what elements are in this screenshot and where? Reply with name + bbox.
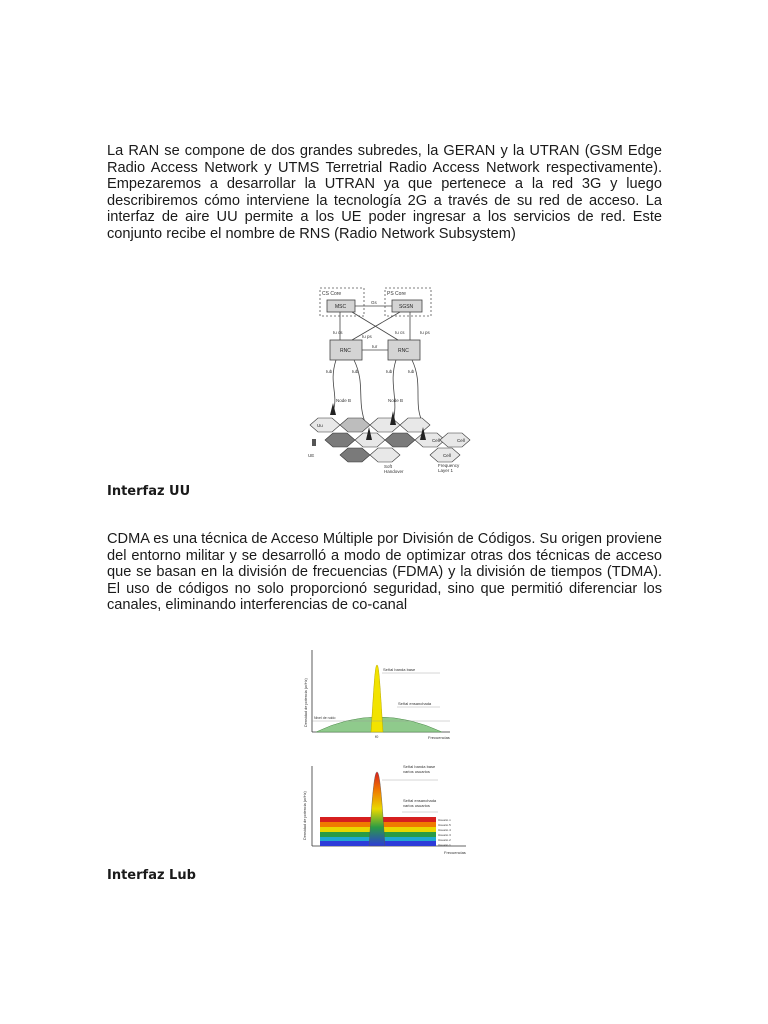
node-b-right-label: Node B: [388, 398, 404, 403]
spread-multi-label: Señal ensanchada varios usuarios: [403, 798, 437, 808]
msc-label: MSC: [335, 304, 347, 310]
utran-architecture-diagram: [300, 275, 480, 480]
cs-core-label: CS Core: [322, 291, 342, 297]
baseband-label: Señal banda base: [383, 667, 416, 672]
iu-ps-left-label: Iu ps: [362, 334, 372, 339]
spectrum-multi-svg: [298, 760, 480, 858]
noise-label: Nivel de ruido: [314, 716, 336, 720]
user-band-label: Usuario 5: [438, 823, 451, 827]
x-axis-label: Frecuencias: [444, 850, 466, 855]
iub-1-label: Iub: [326, 369, 333, 374]
iub-4-label: Iub: [408, 369, 415, 374]
iub-2-label: Iub: [352, 369, 359, 374]
node-b-left-label: Node B: [336, 398, 352, 403]
user-labels: [438, 818, 451, 847]
cell-3-label: Cell: [457, 438, 465, 443]
user-band-label: Usuario 2: [438, 838, 451, 842]
baseband-multi-label: Señal banda base varios usuarios: [403, 764, 436, 774]
cell-1-label: Cell: [432, 438, 440, 443]
utran-diagram-svg: [300, 275, 480, 480]
iub-3-label: Iub: [386, 369, 393, 374]
heading-interfaz-lub: Interfaz Lub: [107, 868, 196, 883]
soft-handover-text: Soft Handover: [384, 464, 404, 474]
spread-spectrum-single-user-figure: [300, 645, 465, 745]
spread-label: Señal ensanchada: [398, 701, 432, 706]
frequency-layer-label: Frequency Layer 1: [438, 463, 460, 473]
user-band-label: Usuario n: [438, 818, 451, 822]
spread-spectrum-multi-user-figure: [298, 760, 480, 858]
ue-label: UE: [308, 453, 315, 458]
f0-label: f0: [375, 734, 379, 739]
iu-cs-right-label: Iu cs: [395, 330, 405, 335]
user-band-label: Usuario 3: [438, 833, 451, 837]
iu-cs-left-label: Iu cs: [333, 330, 343, 335]
ue-phone-icon: [312, 439, 316, 446]
sgsn-label: SGSN: [399, 304, 414, 310]
x-axis-label: Frecuencias: [428, 735, 450, 740]
rnc-right-label: RNC: [398, 348, 409, 354]
y-axis-label: Densidad de potencia (w/Hz): [303, 791, 307, 840]
rnc-left-label: RNC: [340, 348, 351, 354]
user-band-label: Usuario 4: [438, 828, 451, 832]
spectrum-single-svg: [300, 645, 465, 745]
y-axis-label: Densidad de potencia (w/Hz): [304, 678, 308, 727]
intro-paragraph: La RAN se compone de dos grandes subredes, la GERAN y la UTRAN (GSM Edge Radio Access Network y UTMS Terretrial Radio Access Network respectivamente). Empezaremos a desarrollar la UTRAN ya que pertenece a la red 3G y luego describiremos cómo interviene la tecnología 2G a través de su red de acceso. La interfaz de aire UU permite a los UE poder ingresar a los servicios de red. Este conjunto recibe el nombre de RNS (Radio Network Subsystem): [107, 143, 662, 242]
iur-label: Iur: [372, 344, 378, 349]
cell-2-label: Cell: [443, 453, 451, 458]
user-band-label: Usuario 1: [438, 843, 451, 847]
gs-label: Gs: [371, 300, 377, 305]
heading-interfaz-uu: Interfaz UU: [107, 484, 191, 499]
uu-label: Uu: [317, 423, 323, 428]
cdma-paragraph: CDMA es una técnica de Acceso Múltiple por División de Códigos. Su origen proviene del entorno militar y se desarrolló a modo de optimizar otras dos técnicas de acceso que se basan en la división de frecuencias (FDMA) y la división de tiempos (TDMA). El uso de códigos no solo proporcionó seguridad, sino que permitió diferenciar los canales, eliminando interferencias de co-canal: [107, 531, 662, 614]
ps-core-label: PS Core: [387, 291, 406, 297]
iu-ps-right-label: Iu ps: [420, 330, 430, 335]
